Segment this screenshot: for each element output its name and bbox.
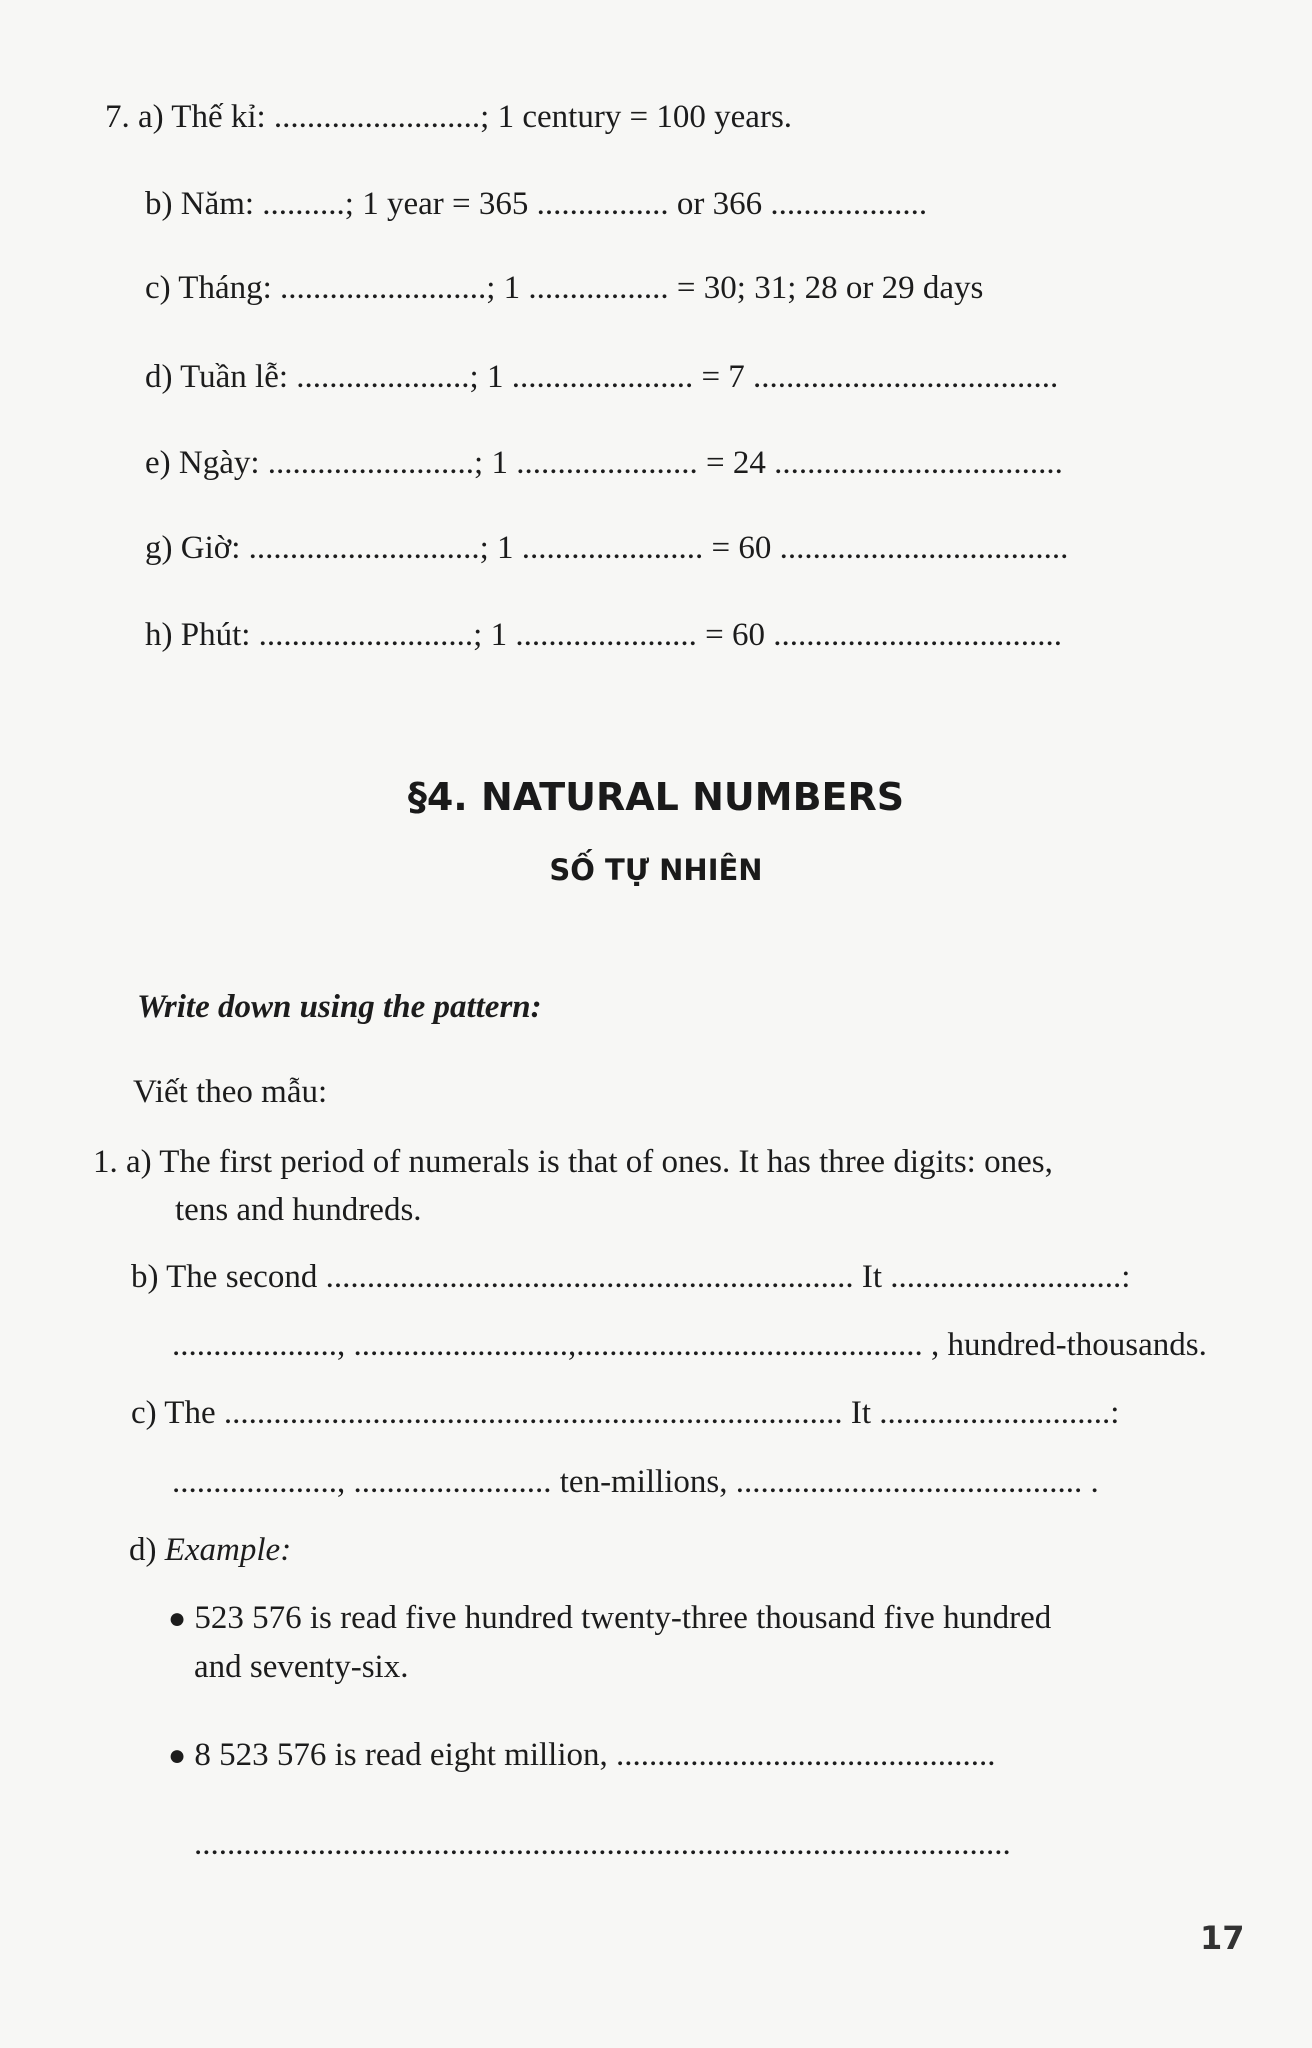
ex7-line-c: c) Tháng: .........................; 1 ................. = 30; 31; 28 or 29 days	[145, 270, 984, 306]
ex1-d-label: d)	[129, 1532, 165, 1568]
ex1-d-line	[129, 1528, 291, 1572]
ex1-a-line2: tens and hundreds.	[175, 1192, 422, 1228]
ex7-line-g: g) Giờ: ............................; 1 ...................... = 60 ...................................	[145, 530, 1069, 566]
bullet-item-1	[168, 1596, 1051, 1640]
bullet-dot-icon: ●	[168, 1739, 187, 1772]
page-number: 17	[1200, 1919, 1245, 1957]
ex1-b-line1: b) The second ................................................................ It ............................:	[131, 1259, 1131, 1295]
ex1-c-line1: c) The ........................................................................... It ............................:	[131, 1395, 1120, 1431]
ex1-b-line2: ...................., ..........................,.......................................... , hundred-thousands.	[172, 1327, 1207, 1363]
ex1-a-line1: 1. a) The first period of numerals is that of ones. It has three digits: ones,	[93, 1144, 1053, 1180]
bullet-item-2	[168, 1733, 996, 1777]
section-title: §4. NATURAL NUMBERS	[407, 775, 905, 819]
ex7-line-b: b) Năm: ..........; 1 year = 365 ................ or 366 ...................	[145, 186, 928, 222]
bullet-1-line1: 523 576 is read five hundred twenty-three thousand five hundred	[194, 1600, 1052, 1636]
ex7-line-h: h) Phút: ..........................; 1 ...................... = 60 ...................................	[145, 617, 1062, 653]
instruction-english: Write down using the pattern:	[137, 989, 542, 1025]
bullet-1-line2: and seventy-six.	[194, 1649, 409, 1685]
ex7-line-a: 7. a) Thế kỉ: .........................; 1 century = 100 years.	[105, 99, 793, 135]
ex7-line-e: e) Ngày: .........................; 1 ...................... = 24 ...................................	[145, 445, 1063, 481]
ex1-c-line2: ...................., ........................ ten-millions, .......................................... .	[172, 1464, 1099, 1500]
ex7-line-d: d) Tuần lễ: .....................; 1 ...................... = 7 .....................................	[145, 359, 1059, 395]
section-subtitle: SỐ TỰ NHIÊN	[549, 853, 763, 887]
bullet-2-line2: ...................................................................................................	[194, 1826, 1011, 1862]
ex1-d-example-label: Example:	[164, 1532, 292, 1568]
bullet-dot-icon: ●	[168, 1602, 187, 1635]
bullet-2-line1: 8 523 576 is read eight million, ..............................................	[194, 1737, 996, 1773]
instruction-vietnamese: Viết theo mẫu:	[133, 1074, 328, 1110]
